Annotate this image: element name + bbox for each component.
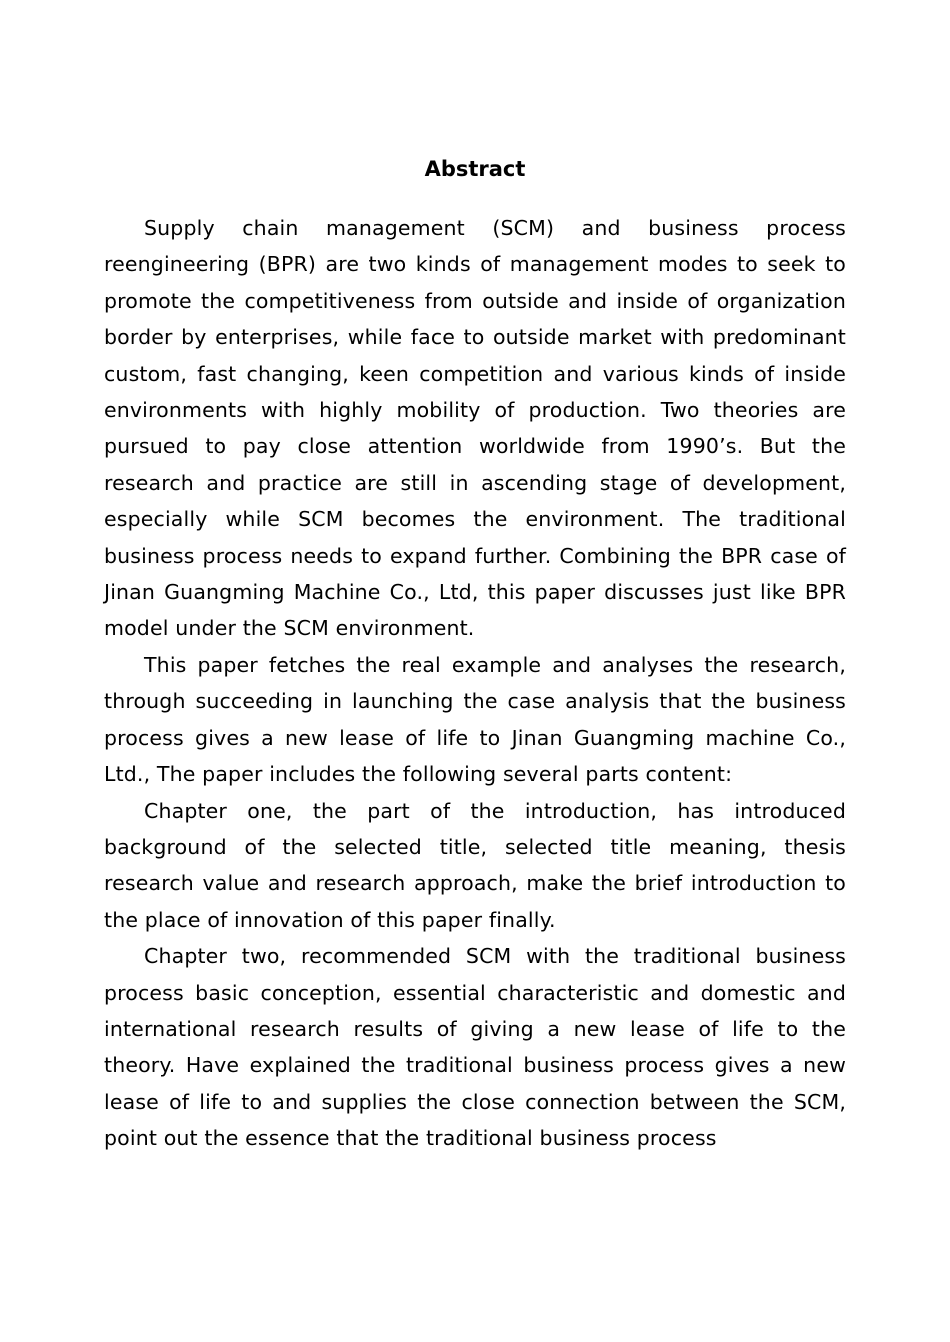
abstract-body (104, 210, 846, 1157)
abstract-paragraph-4: Chapter two, recommended SCM with the traditional business process basic conception, essential characteristic and domestic and international research results of giving a new lease of life to the theory. Have explained the traditional business process gives a new lease of life to and supplies the close connection between the SCM, point out the essence that the traditional business process (104, 944, 846, 1151)
abstract-paragraph-3: Chapter one, the part of the introduction, has introduced background of the selected title, selected title meaning, thesis research value and research approach, make the brief introduction to the place of innovation of this paper finally. (104, 798, 846, 932)
page-title: Abstract (424, 157, 526, 181)
abstract-paragraph-2: This paper fetches the real example and analyses the research, through succeeding in launching the case analysis that the business process gives a new lease of life to Jinan Guangming machine Co., Ltd., The paper includes the following several parts content: (104, 652, 846, 787)
abstract-paragraph-1: Supply chain management (SCM) and business process reengineering (BPR) are two kinds of management modes to seek to promote the competitiveness from outside and inside of organization border by enterprises, while face to outside market with predominant custom, fast changing, keen competition and various kinds of inside environments with highly mobility of production. Two theories are pursued to pay close attention worldwide from 1990’s. But the research and practice are still in ascending stage of development, especially while SCM becomes the environment. The traditional business process needs to expand further. Combining the BPR case of Jinan Guangming Machine Co., Ltd, this paper discusses just like BPR model under the SCM environment. (104, 216, 846, 641)
